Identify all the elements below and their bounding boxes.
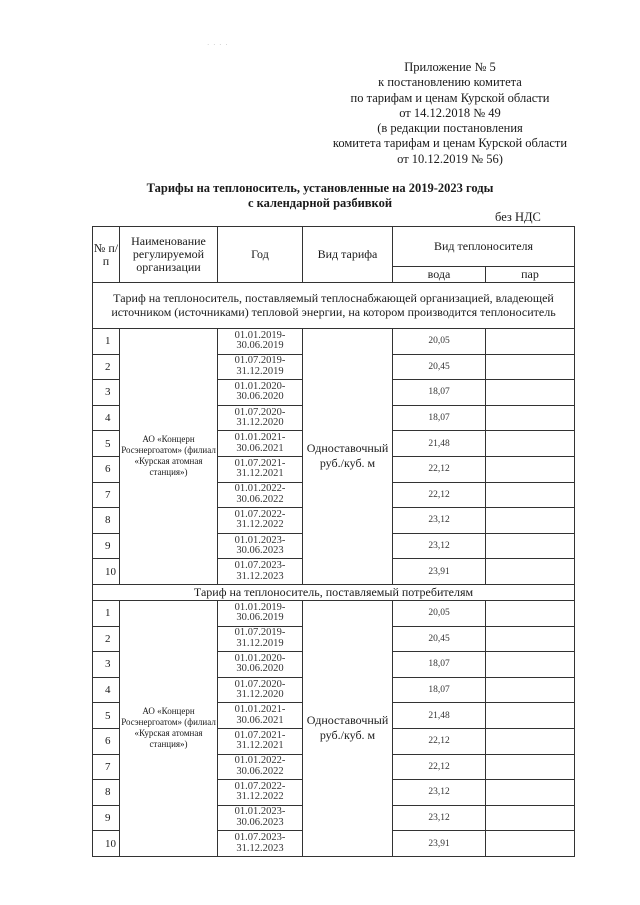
water-value: 23,91 [393,831,486,857]
document-title [90,181,550,211]
period-cell: 01.01.2019-30.06.2019 [218,600,303,626]
period-cell: 01.01.2022-30.06.2022 [218,754,303,780]
header-year: Год [218,227,303,283]
period-cell: 01.01.2019-30.06.2019 [218,329,303,355]
header-steam: пар [486,267,575,283]
water-value: 21,48 [393,703,486,729]
period-cell: 01.07.2020-31.12.2020 [218,405,303,431]
section-row [93,283,575,329]
row-number: 9 [93,533,120,559]
period-cell: 01.07.2021-31.12.2021 [218,728,303,754]
appendix-line: к постановлению комитета [378,75,522,90]
header-num: № п/п [93,227,120,283]
appendix-line: (в редакции постановления [377,121,523,136]
water-value: 18,07 [393,677,486,703]
row-number: 10 [93,559,120,585]
steam-value [486,482,575,508]
row-number: 4 [93,405,120,431]
steam-value [486,600,575,626]
appendix-line: по тарифам и ценам Курской области [350,90,550,105]
water-value: 22,12 [393,754,486,780]
steam-value [486,780,575,806]
water-value: 23,12 [393,508,486,534]
row-number: 8 [93,780,120,806]
steam-value [486,354,575,380]
water-value: 21,48 [393,431,486,457]
period-cell: 01.01.2022-30.06.2022 [218,482,303,508]
water-value: 23,12 [393,780,486,806]
tariff-table-body [93,283,575,857]
steam-value [486,380,575,406]
appendix-note [300,60,600,167]
row-number: 10 [93,831,120,857]
period-cell: 01.07.2019-31.12.2019 [218,354,303,380]
tariff-table [92,226,575,857]
row-number: 2 [93,626,120,652]
title-line: Тарифы на теплоноситель, установленные на 2019-2023 годы [146,181,494,195]
title-line: с календарной разбивкой [247,196,393,210]
water-value: 18,07 [393,380,486,406]
row-number: 2 [93,354,120,380]
table-row [93,329,575,355]
appendix-line: комитета тарифам и ценам Курской области [332,136,568,151]
water-value: 22,12 [393,456,486,482]
appendix-line: от 14.12.2018 № 49 [399,105,501,120]
section-title: Тариф на теплоноситель, поставляемый потребителям [93,584,575,600]
steam-value [486,533,575,559]
row-number: 7 [93,754,120,780]
water-value: 20,45 [393,626,486,652]
period-cell: 01.01.2020-30.06.2020 [218,380,303,406]
water-value: 22,12 [393,728,486,754]
appendix-line: от 10.12.2019 № 56) [397,151,503,166]
organization-cell: АО «Концерн Росэнергоатом» (филиал «Курская атомная станция») [120,329,218,585]
water-value: 23,12 [393,805,486,831]
row-number: 4 [93,677,120,703]
tariff-type-cell: Одноставочный руб./куб. м [303,329,393,585]
period-cell: 01.07.2023-31.12.2023 [218,559,303,585]
section-row [93,584,575,600]
steam-value [486,508,575,534]
row-number: 1 [93,329,120,355]
water-value: 18,07 [393,405,486,431]
row-number: 9 [93,805,120,831]
row-number: 6 [93,456,120,482]
period-cell: 01.07.2020-31.12.2020 [218,677,303,703]
row-number: 7 [93,482,120,508]
header-water: вода [393,267,486,283]
steam-value [486,805,575,831]
period-cell: 01.07.2021-31.12.2021 [218,456,303,482]
header-coolant-type: Вид теплоносителя [393,227,575,267]
row-number: 3 [93,652,120,678]
water-value: 20,05 [393,600,486,626]
steam-value [486,405,575,431]
steam-value [486,728,575,754]
vat-note: без НДС [495,210,541,224]
period-cell: 01.07.2022-31.12.2022 [218,508,303,534]
steam-value [486,754,575,780]
period-cell: 01.07.2022-31.12.2022 [218,780,303,806]
steam-value [486,456,575,482]
row-number: 5 [93,431,120,457]
water-value: 22,12 [393,482,486,508]
row-number: 8 [93,508,120,534]
header-tariff-type: Вид тарифа [303,227,393,283]
period-cell: 01.07.2019-31.12.2019 [218,626,303,652]
water-value: 20,05 [393,329,486,355]
steam-value [486,677,575,703]
steam-value [486,431,575,457]
row-number: 3 [93,380,120,406]
period-cell: 01.01.2023-30.06.2023 [218,533,303,559]
period-cell: 01.01.2020-30.06.2020 [218,652,303,678]
steam-value [486,559,575,585]
period-cell: 01.07.2023-31.12.2023 [218,831,303,857]
steam-value [486,831,575,857]
water-value: 23,91 [393,559,486,585]
appendix-line: Приложение № 5 [404,60,496,74]
tariff-type-cell: Одноставочный руб./куб. м [303,600,393,856]
period-cell: 01.01.2021-30.06.2021 [218,431,303,457]
steam-value [486,652,575,678]
header-org: Наименование регулируемой организации [120,227,218,283]
table-row [93,600,575,626]
period-cell: 01.01.2021-30.06.2021 [218,703,303,729]
water-value: 18,07 [393,652,486,678]
steam-value [486,703,575,729]
steam-value [486,626,575,652]
row-number: 5 [93,703,120,729]
period-cell: 01.01.2023-30.06.2023 [218,805,303,831]
scan-artifact: · · · · [207,41,229,49]
water-value: 20,45 [393,354,486,380]
steam-value [486,329,575,355]
water-value: 23,12 [393,533,486,559]
organization-cell: АО «Концерн Росэнергоатом» (филиал «Курская атомная станция») [120,600,218,856]
row-number: 6 [93,728,120,754]
row-number: 1 [93,600,120,626]
section-title: Тариф на теплоноситель, поставляемый теплоснабжающей организацией, владеющей источником (источниками) тепловой энергии, на котором производится теплоноситель [93,283,575,329]
